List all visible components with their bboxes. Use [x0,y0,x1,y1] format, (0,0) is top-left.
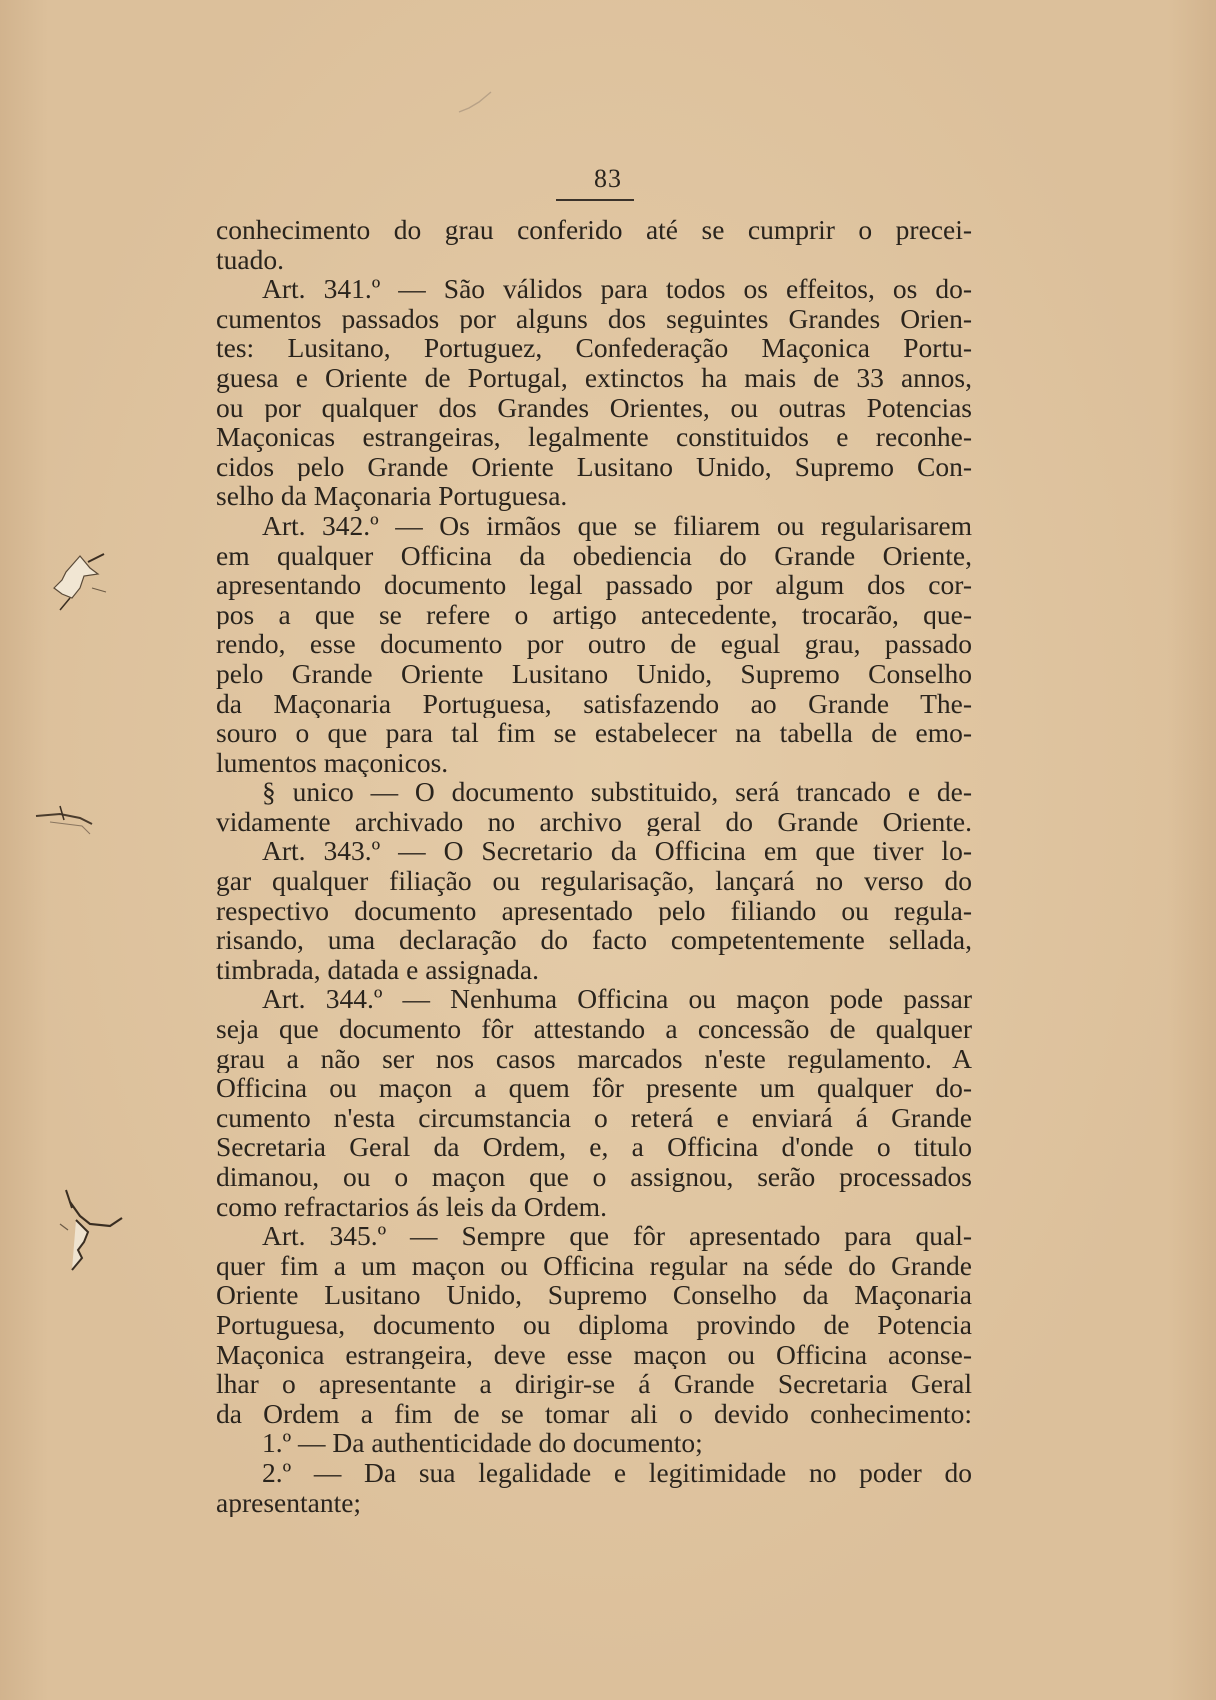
text-line: rendo, esse documento por outro de egual grau, passado [216,629,972,659]
text-line: Art. 343.º — O Secretario da Officina em que tiver lo- [262,836,972,867]
text-line: § unico — O documento substituido, será trancado e de- [262,777,972,807]
paper-damage-icon [40,548,110,618]
text-line: Maçonica estrangeira, deve esse maçon ou Officina aconse- [216,1339,972,1370]
paper-damage-icon [30,800,100,850]
text-line: quer fim a um maçon ou Officina regular na séde do Grande [216,1250,972,1281]
text-line: pelo Grande Oriente Lusitano Unido, Supremo Conselho [216,658,972,689]
text-line: cidos pelo Grande Oriente Lusitano Unido, Supremo Con- [216,451,972,482]
text-line: Secretaria Geral da Ordem, e, a Officina d'onde o titulo [216,1132,972,1162]
text-line: Art. 345.º — Sempre que fôr apresentado para qual- [262,1221,972,1251]
text-line: 1.º — Da authenticidade do documento; [262,1428,703,1458]
body-text [216,215,972,1517]
text-line: tuado. [216,244,284,275]
text-line: Officina ou maçon a quem fôr presente um qualquer do- [216,1073,972,1103]
page-number-rule [556,199,634,201]
text-line: ou por qualquer dos Grandes Orientes, ou outras Potencias [216,392,972,423]
text-line: Art. 341.º — São válidos para todos os effeitos, os do- [262,274,972,304]
text-line: Maçonicas estrangeiras, legalmente constituidos e reconhe- [216,422,972,452]
text-line: souro o que para tal fim se estabelecer na tabella de emo- [216,718,972,748]
text-line: apresentando documento legal passado por algum dos cor- [216,570,972,600]
text-line: Art. 342.º — Os irmãos que se filiarem ou regularisarem [262,510,972,541]
text-line: Portuguesa, documento ou diploma provindo de Potencia [216,1309,972,1340]
text-line: respectivo documento apresentado pelo filiando ou regula- [216,895,972,926]
text-line: dimanou, ou o maçon que o assignou, serão processados [216,1162,972,1192]
text-line: vidamente archivado no archivo geral do Grande Oriente. [216,806,972,837]
text-line: selho da Maçonaria Portuguesa. [216,481,568,511]
text-line: conhecimento do grau conferido até se cumprir o precei- [216,215,972,245]
pencil-mark-icon [455,88,495,118]
page-number: 83 [594,164,622,193]
text-line: gar qualquer filiação ou regularisação, lançará no verso do [216,866,972,896]
text-line: da Ordem a fim de se tomar ali o devido conhecimento: [216,1398,972,1429]
text-line: em qualquer Officina da obediencia do Grande Oriente, [216,540,972,571]
text-line: lhar o apresentante a dirigir-se á Grande Secretaria Geral [216,1369,972,1399]
text-line: Oriente Lusitano Unido, Supremo Conselho da Maçonaria [216,1280,972,1310]
text-line: cumentos passados por alguns dos seguintes Grandes Orien- [216,303,972,334]
paper-damage-icon [40,1180,130,1290]
text-line: seja que documento fôr attestando a concessão de qualquer [216,1014,972,1044]
text-line: lumentos maçonicos. [216,747,449,778]
text-line: da Maçonaria Portuguesa, satisfazendo ao Grande The- [216,688,972,719]
text-line: apresentante; [216,1487,362,1518]
text-line: grau a não ser nos casos marcados n'este regulamento. A [216,1043,972,1074]
text-line: Art. 344.º — Nenhuma Officina ou maçon pode passar [262,984,972,1015]
text-line: guesa e Oriente de Portugal, extinctos ha mais de 33 annos, [216,362,972,393]
text-line: tes: Lusitano, Portuguez, Confederação Maçonica Portu- [216,333,972,363]
text-line: risando, uma declaração do facto competentemente sellada, [216,925,972,955]
text-line: timbrada, datada e assignada. [216,954,539,985]
text-line: pos a que se refere o artigo antecedente, trocarão, que- [216,599,972,630]
text-line: 2.º — Da sua legalidade e legitimidade no poder do [262,1457,972,1488]
text-line: cumento n'esta circumstancia o reterá e enviará á Grande [216,1102,972,1133]
text-line: como refractarios ás leis da Ordem. [216,1191,607,1222]
